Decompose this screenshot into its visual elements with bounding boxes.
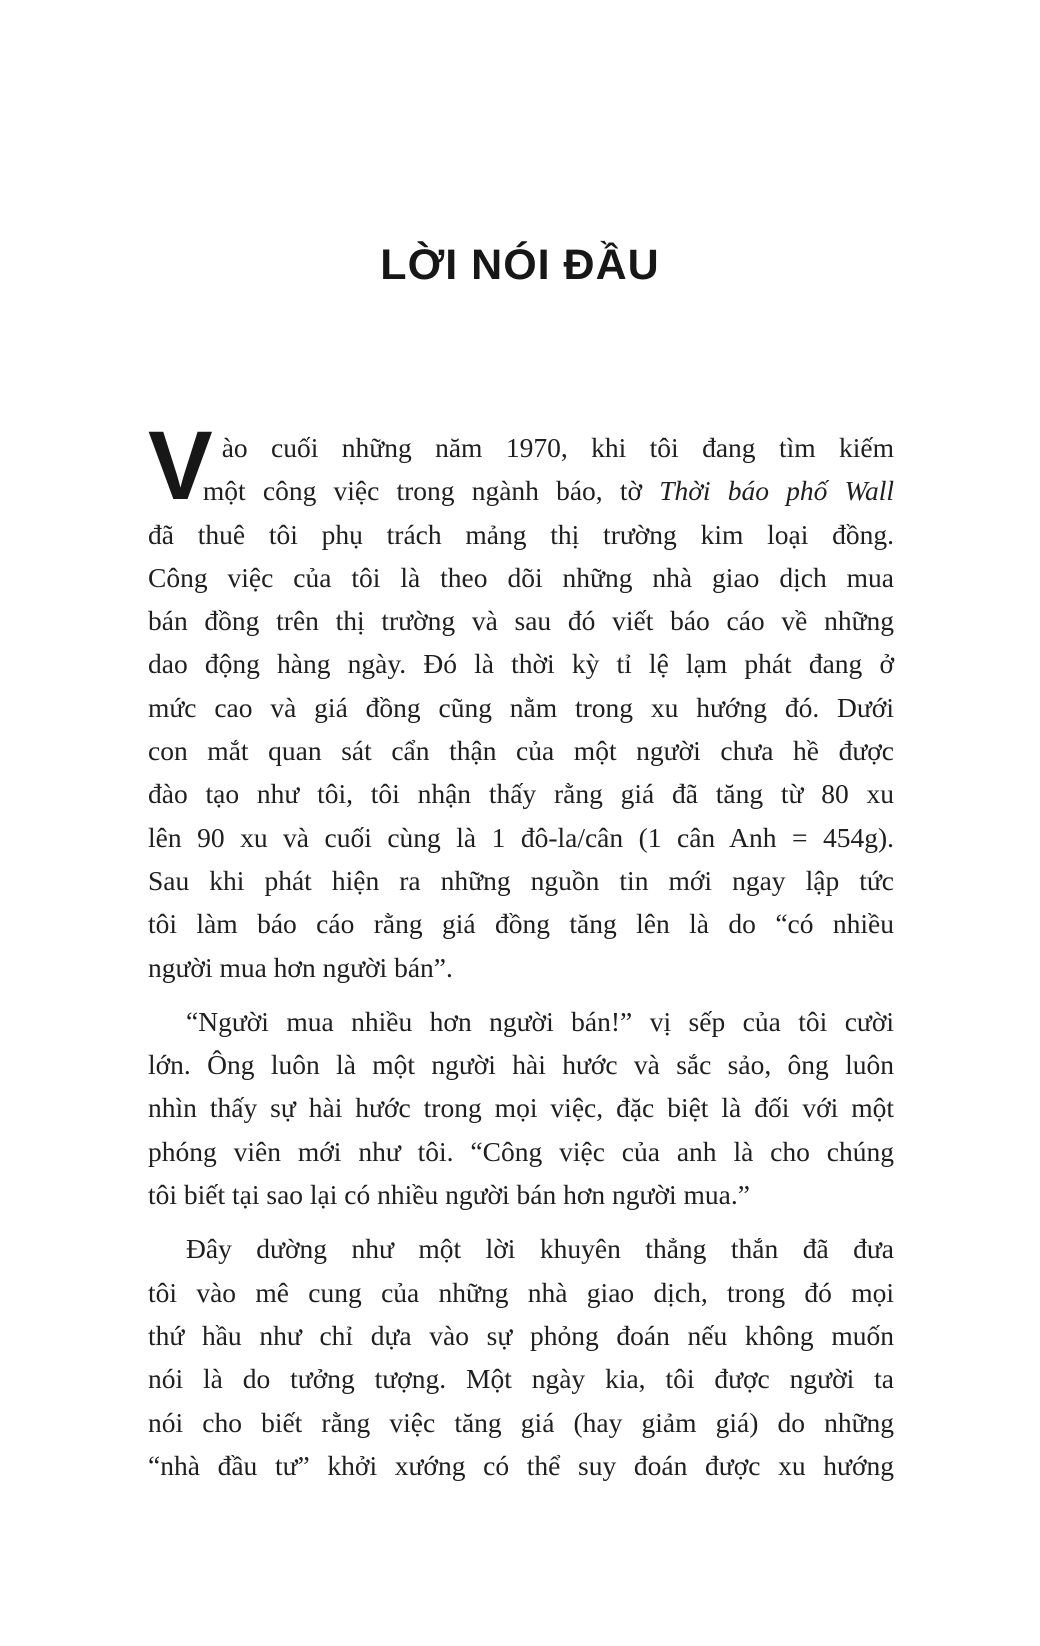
paragraph-3 [148,1227,894,1487]
text-line: dao động hàng ngày. Đó là thời kỳ tỉ lệ lạm phát đang ở [148,648,894,680]
newspaper-name-italic: Thời báo phố Wall [659,475,894,507]
chapter-title: LỜI NÓI ĐẦU [380,241,660,289]
text-line: tôi làm báo cáo rằng giá đồng tăng lên là do “có nhiều [148,908,894,940]
text-line: tôi vào mê cung của những nhà giao dịch, trong đó mọi [148,1276,894,1308]
text-line: nói là do tưởng tượng. Một ngày kia, tôi được người ta [148,1363,894,1395]
text-line: lên 90 xu và cuối cùng là 1 đô-la/cân (1 cân Anh = 454g). [148,821,894,853]
text-line: thứ hầu như chỉ dựa vào sự phỏng đoán nếu không muốn [148,1319,894,1351]
text-line: nhìn thấy sự hài hước trong mọi việc, đặc biệt là đối với một [148,1092,894,1124]
text-line: đã thuê tôi phụ trách mảng thị trường kim loại đồng. [148,518,894,550]
text-line: “Người mua nhiều hơn người bán!” vị sếp của tôi cười [186,1005,894,1037]
paragraph-2 [148,1000,894,1216]
text-line: nói cho biết rằng việc tăng giá (hay giảm giá) do những [148,1406,894,1438]
text-line: Đây dường như một lời khuyên thẳng thắn đã đưa [186,1233,894,1265]
text-line: bán đồng trên thị trường và sau đó viết báo cáo về những [148,605,894,637]
text-line: ào cuối những năm 1970, khi tôi đang tìm kiếm [221,432,894,463]
paragraph-1 [148,411,894,989]
body-text [148,411,894,1487]
text-line: người mua hơn người bán”. [148,951,453,983]
text-segment: một công việc trong ngành báo, tờ [202,475,660,507]
text-line: con mắt quan sát cẩn thận của một người chưa hề được [148,735,894,767]
text-line: mức cao và giá đồng cũng nằm trong xu hướng đó. Dưới [148,691,894,723]
text-line: Công việc của tôi là theo dõi những nhà giao dịch mua [148,561,894,593]
text-line: đào tạo như tôi, tôi nhận thấy rằng giá đã tăng từ 80 xu [148,778,894,810]
text-line: lớn. Ông luôn là một người hài hước và sắc sảo, ông luôn [148,1049,894,1081]
text-line [148,469,894,512]
text-line: phóng viên mới như tôi. “Công việc của anh là cho chúng [148,1135,894,1167]
text-line: “nhà đầu tư” khởi xướng có thể suy đoán được xu hướng [148,1449,894,1481]
dropcap-letter: V [148,411,210,520]
text-line: Sau khi phát hiện ra những nguồn tin mới ngay lập tức [148,864,894,896]
text-line: tôi biết tại sao lại có nhiều người bán hơn người mua.” [148,1179,750,1211]
